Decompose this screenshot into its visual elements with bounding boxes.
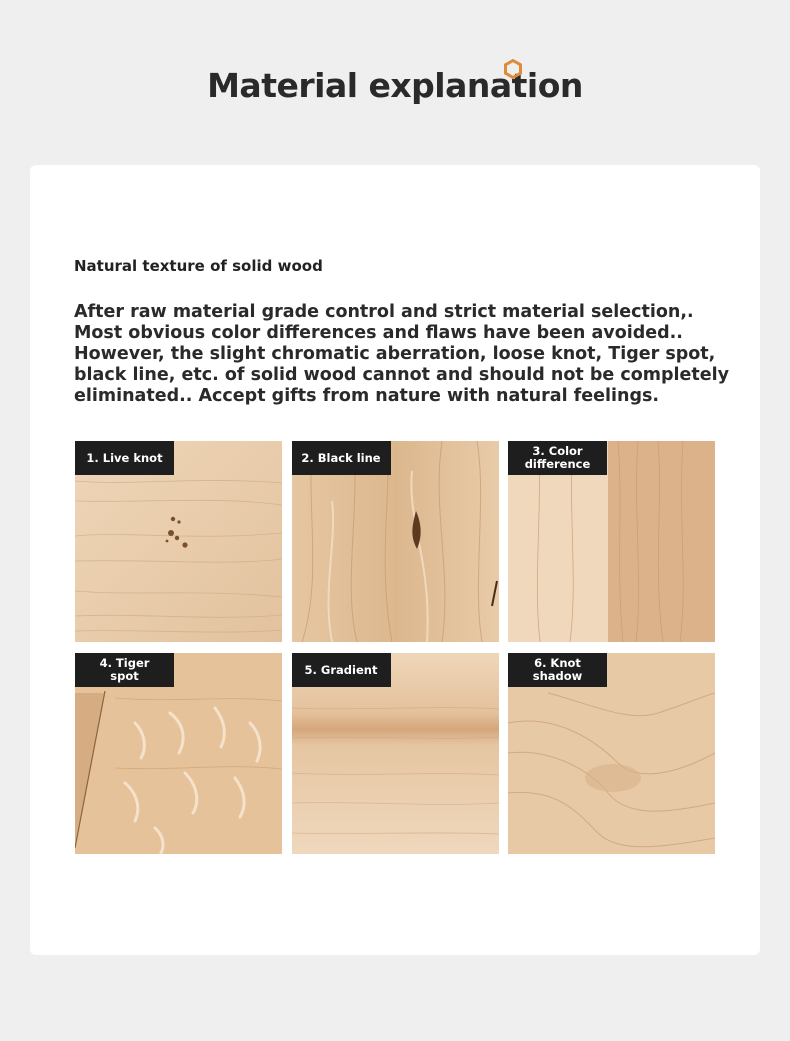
sample-label: 5. Gradient <box>292 653 391 687</box>
description-line: However, the slight chromatic aberration, loose knot, Tiger spot, <box>74 344 716 364</box>
wood-sample-color-difference <box>508 441 715 642</box>
page-title: Material explanation <box>207 66 583 105</box>
description-line: Most obvious color differences and flaws have been avoided.. <box>74 323 683 343</box>
sample-label: 2. Black line <box>292 441 391 475</box>
wood-sample-live-knot <box>75 441 282 642</box>
wood-sample-tiger-spot <box>75 653 282 854</box>
description <box>74 302 730 407</box>
wood-sample-gradient <box>292 653 499 854</box>
sample-label: 3. Color difference <box>508 441 607 475</box>
sample-label: 1. Live knot <box>75 441 174 475</box>
section-heading: Natural texture of solid wood <box>74 257 323 275</box>
wood-sample-knot-shadow <box>508 653 715 854</box>
sample-label: 4. Tiger spot <box>75 653 174 687</box>
wood-sample-black-line <box>292 441 499 642</box>
sample-label: 6. Knot shadow <box>508 653 607 687</box>
material-card <box>30 165 760 955</box>
description-line: eliminated.. Accept gifts from nature with natural feelings. <box>74 386 660 406</box>
description-line: black line, etc. of solid wood cannot and should not be completely <box>74 365 730 385</box>
description-line: After raw material grade control and strict material selection,. <box>74 302 694 322</box>
wood-sample-grid <box>75 441 715 854</box>
hexagon-outline-icon <box>503 59 523 79</box>
